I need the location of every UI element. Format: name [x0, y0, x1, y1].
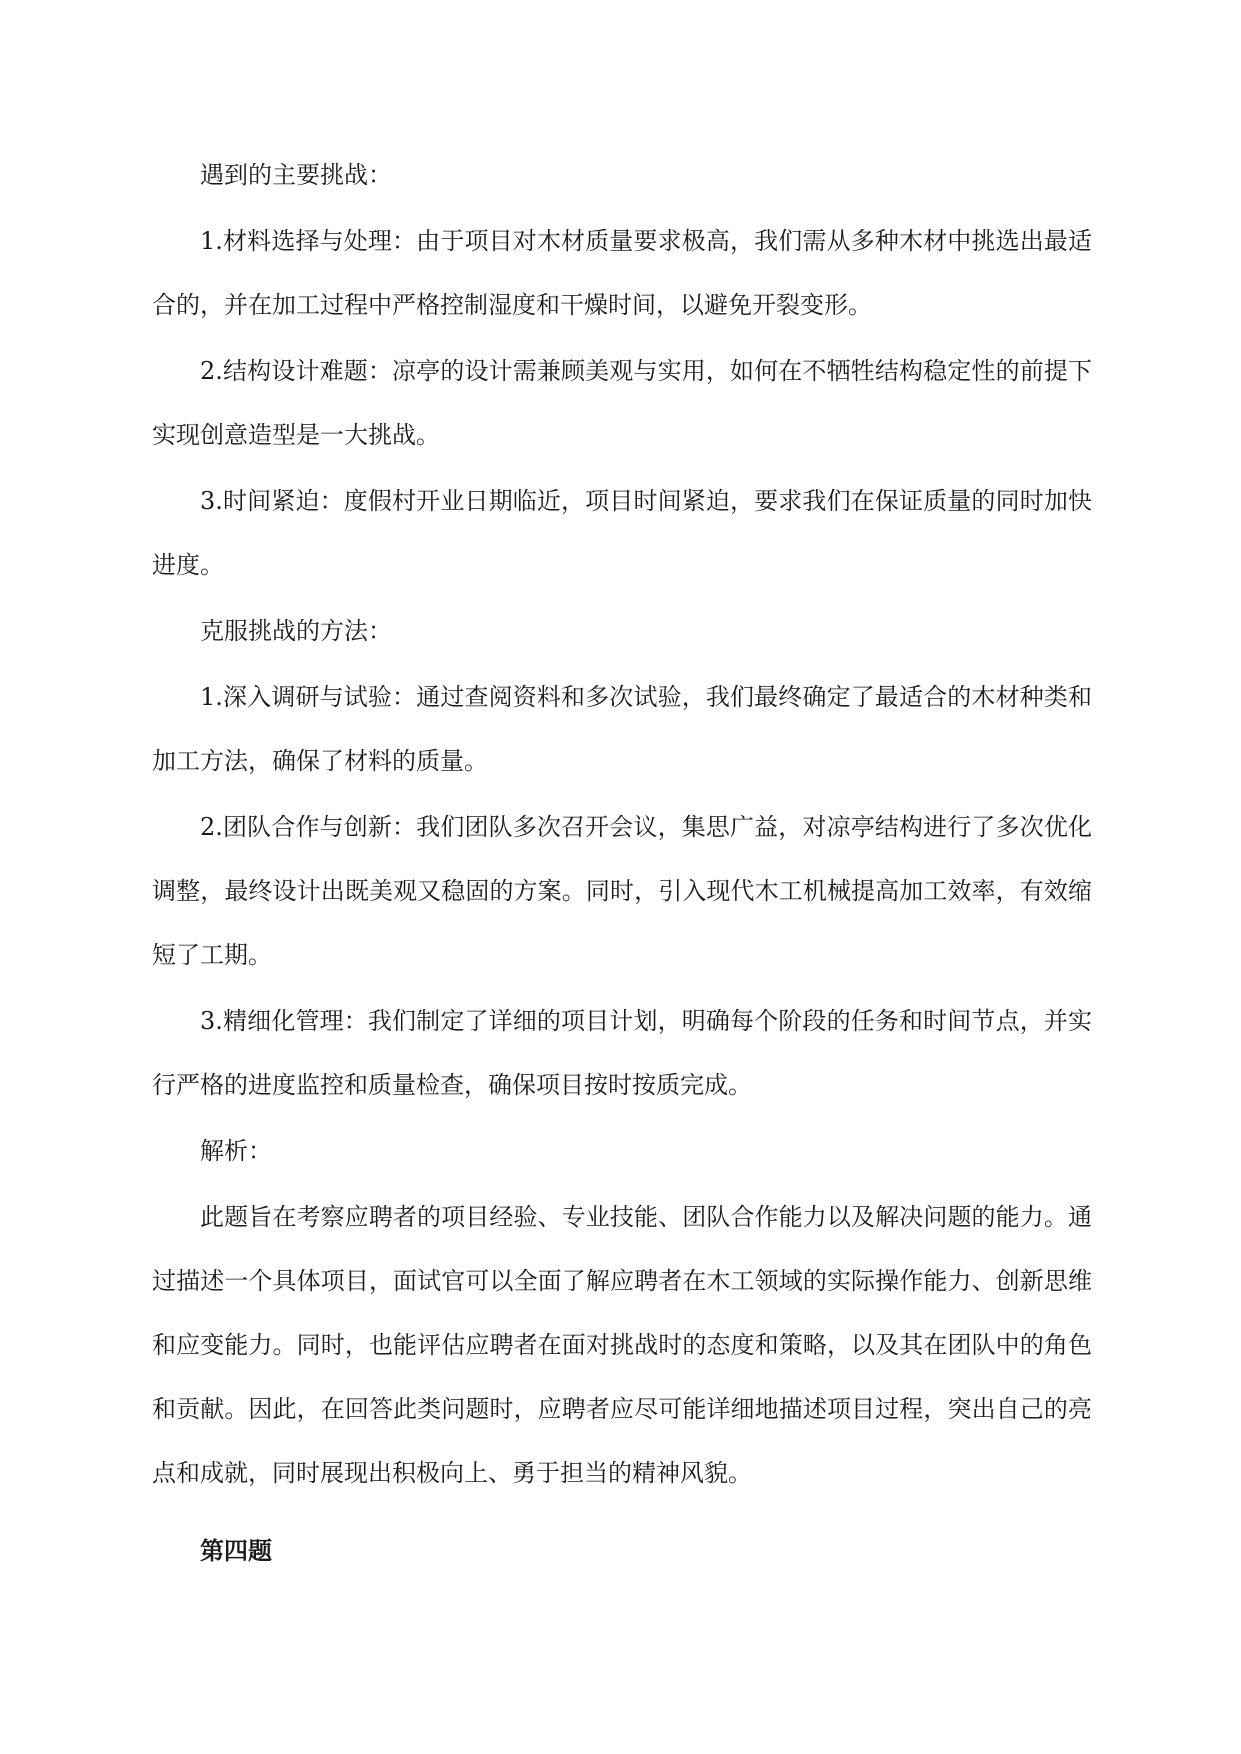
paragraph-challenge-3: 3.时间紧迫：度假村开业日期临近，项目时间紧迫，要求我们在保证质量的同时加快进度。: [152, 487, 1092, 579]
paragraph-challenge-2: 2.结构设计难题：凉亭的设计需兼顾美观与实用，如何在不牺牲结构稳定性的前提下实现创意造型是一大挑战。: [152, 357, 1092, 449]
paragraph-method-2: 2.团队合作与创新：我们团队多次召开会议，集思广益，对凉亭结构进行了多次优化调整，最终设计出既美观又稳固的方案。同时，引入现代木工机械提高加工效率，有效缩短了工期。: [152, 813, 1092, 969]
paragraph-methods-heading: 克服挑战的方法：: [200, 617, 392, 645]
paragraph-analysis-body: 此题旨在考察应聘者的项目经验、专业技能、团队合作能力以及解决问题的能力。通过描述一个具体项目，面试官可以全面了解应聘者在木工领域的实际操作能力、创新思维和应变能力。同时，也能评估应聘者在面对挑战时的态度和策略，以及其在团队中的角色和贡献。因此，在回答此类问题时，应聘者应尽可能详细地描述项目过程，突出自己的亮点和成就，同时展现出积极向上、勇于担当的精神风貌。: [152, 1203, 1092, 1487]
document-body: [152, 143, 1092, 1583]
paragraph-analysis-heading: 解析：: [200, 1137, 272, 1165]
paragraph-challenges-heading: 遇到的主要挑战：: [200, 161, 392, 189]
paragraph-challenge-1: 1.材料选择与处理：由于项目对木材质量要求极高，我们需从多种木材中挑选出最适合的，并在加工过程中严格控制湿度和干燥时间，以避免开裂变形。: [152, 227, 1092, 319]
section-heading: 第四题: [200, 1537, 272, 1565]
paragraph-method-3: 3.精细化管理：我们制定了详细的项目计划，明确每个阶段的任务和时间节点，并实行严格的进度监控和质量检查，确保项目按时按质完成。: [152, 1007, 1092, 1099]
paragraph-method-1: 1.深入调研与试验：通过查阅资料和多次试验，我们最终确定了最适合的木材种类和加工方法，确保了材料的质量。: [152, 683, 1092, 775]
